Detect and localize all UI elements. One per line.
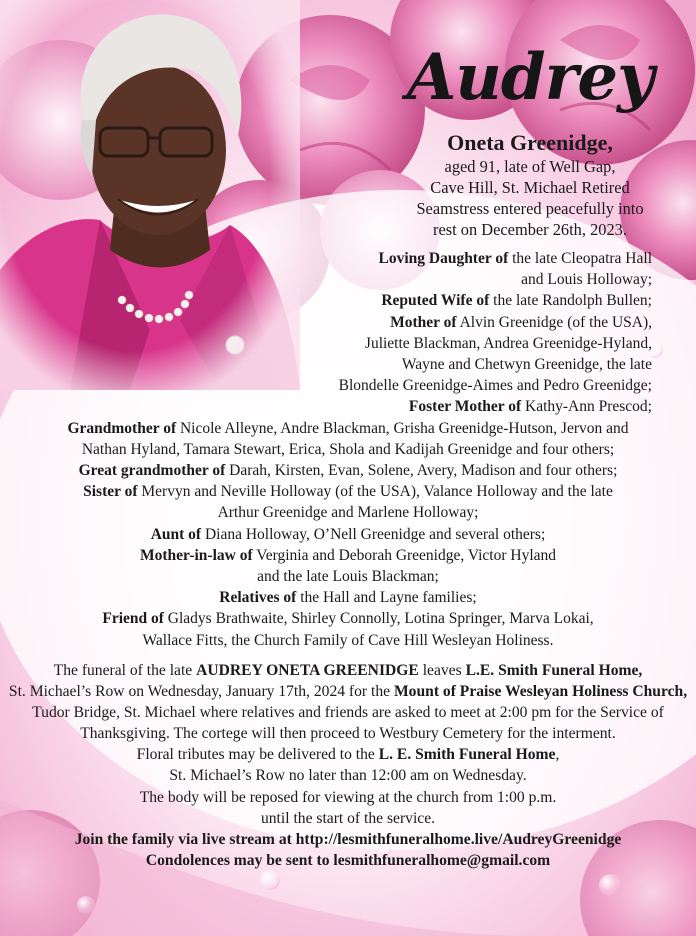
relations-list	[8, 248, 688, 651]
relation-text: Mervyn and Neville Holloway (of the USA), Valance Holloway and the late	[137, 483, 613, 501]
relation-line	[8, 545, 688, 566]
funeral-home-name: L.E. Smith Funeral Home,	[465, 662, 643, 679]
relation-line	[8, 354, 688, 375]
relation-line	[8, 333, 688, 354]
first-name-heading: Audrey	[406, 40, 654, 115]
relation-line	[8, 290, 688, 311]
church-name: Mount of Praise Wesleyan Holiness Church,	[393, 683, 688, 701]
relation-label: Friend of	[102, 610, 164, 628]
relation-line	[8, 566, 688, 587]
viewing-text: The body will be reposed for viewing at the church from 1:00 p.m.	[139, 788, 557, 806]
relation-label: Reputed Wife of	[381, 292, 490, 310]
intro-line: Seamstress entered peacefully into	[416, 199, 644, 218]
relation-line	[8, 608, 688, 629]
relation-line	[8, 418, 688, 439]
funeral-home-name: L. E. Smith Funeral Home	[378, 746, 556, 764]
relation-text: Wayne and Chetwyn Greenidge, the late	[401, 356, 652, 374]
intro-text	[370, 156, 690, 240]
relation-line	[8, 375, 688, 396]
relation-text: the late Cleopatra Hall	[508, 250, 652, 267]
relation-text: Blondelle Greenidge-Aimes and Pedro Greenidge;	[338, 377, 652, 395]
relation-line	[8, 502, 688, 523]
condolences-line: Condolences may be sent to lesmithfuneralhome@gmail.com	[145, 851, 551, 869]
floral-text: St. Michael’s Row no later than 12:00 am on Wednesday.	[169, 767, 527, 785]
relation-line	[8, 396, 688, 417]
intro-line: Cave Hill, St. Michael Retired	[430, 178, 630, 197]
relation-label: Mother-in-law of	[139, 546, 253, 564]
livestream-line: Join the family via live stream at http://lesmithfuneralhome.live/AudreyGreenidge	[74, 830, 622, 848]
floral-text: ,	[555, 746, 560, 764]
relation-label: Aunt of	[150, 525, 202, 543]
relation-text: Gladys Brathwaite, Shirley Connolly, Lotina Springer, Marva Lokai,	[163, 610, 594, 628]
funeral-text: The funeral of the late	[53, 662, 197, 679]
relation-label: Relatives of	[219, 589, 297, 607]
relation-text: Nathan Hyland, Tamara Stewart, Erica, Shola and Kadijah Greenidge and four others;	[81, 440, 615, 458]
relation-label: Grandmother of	[67, 419, 177, 437]
funeral-text: Tudor Bridge, St. Michael where relatives and friends are asked to meet at 2:00 pm for the Service of Thanksgiving. The cortege will then proceed to Westbury Cemetery for the interment.	[32, 704, 664, 743]
relation-line	[8, 630, 688, 651]
floral-text: Floral tributes may be delivered to the	[136, 746, 379, 764]
relation-text: Juliette Blackman, Andrea Greenidge-Hyland,	[364, 334, 652, 352]
relation-text: Arthur Greenidge and Marlene Holloway;	[217, 504, 479, 522]
deceased-name: AUDREY ONETA GREENIDGE	[196, 662, 419, 679]
relation-label: Sister of	[83, 483, 138, 501]
relation-text: Darah, Kirsten, Evan, Solene, Avery, Madison and four others;	[225, 462, 618, 480]
relation-label: Loving Daughter of	[378, 250, 509, 267]
floral-paragraph	[8, 744, 688, 786]
relation-line	[8, 312, 688, 333]
relation-text: Alvin Greenidge (of the USA),	[456, 313, 652, 331]
viewing-text: until the start of the service.	[260, 809, 436, 827]
full-name: Oneta Greenidge,	[447, 130, 613, 155]
relation-line	[8, 269, 688, 290]
funeral-text: leaves	[418, 662, 466, 679]
relation-text: Diana Holloway, O’Nell Greenidge and several others;	[201, 525, 546, 543]
relation-label: Great grandmother of	[78, 462, 226, 480]
relation-label: Mother of	[390, 313, 457, 331]
funeral-text: St. Michael’s Row on Wednesday, January 17th, 2024 for the	[8, 683, 394, 701]
relation-text: Nicole Alleyne, Andre Blackman, Grisha Greenidge-Hutson, Jervon and	[176, 419, 629, 437]
relation-text: Verginia and Deborah Greenidge, Victor Hyland	[252, 546, 557, 564]
viewing-paragraph	[8, 787, 688, 829]
relation-line	[8, 460, 688, 481]
relation-text: Kathy-Ann Prescod;	[521, 398, 652, 416]
relation-label: Foster Mother of	[408, 398, 522, 416]
relation-text: and Louis Holloway;	[521, 271, 652, 289]
relation-line	[8, 587, 688, 608]
intro-line: aged 91, late of Well Gap,	[444, 157, 616, 176]
funeral-paragraph	[8, 660, 688, 744]
relation-text: Wallace Fitts, the Church Family of Cave Hill Wesleyan Holiness.	[142, 631, 554, 649]
relation-line	[8, 439, 688, 460]
intro-line: rest on December 26th, 2023.	[433, 220, 627, 239]
funeral-details	[8, 660, 688, 871]
relation-text: the Hall and Layne families;	[296, 589, 477, 607]
relation-line	[8, 524, 688, 545]
relation-text: and the late Louis Blackman;	[257, 568, 439, 586]
relation-line	[8, 481, 688, 502]
relation-line	[8, 248, 688, 269]
relation-text: the late Randolph Bullen;	[489, 292, 652, 310]
